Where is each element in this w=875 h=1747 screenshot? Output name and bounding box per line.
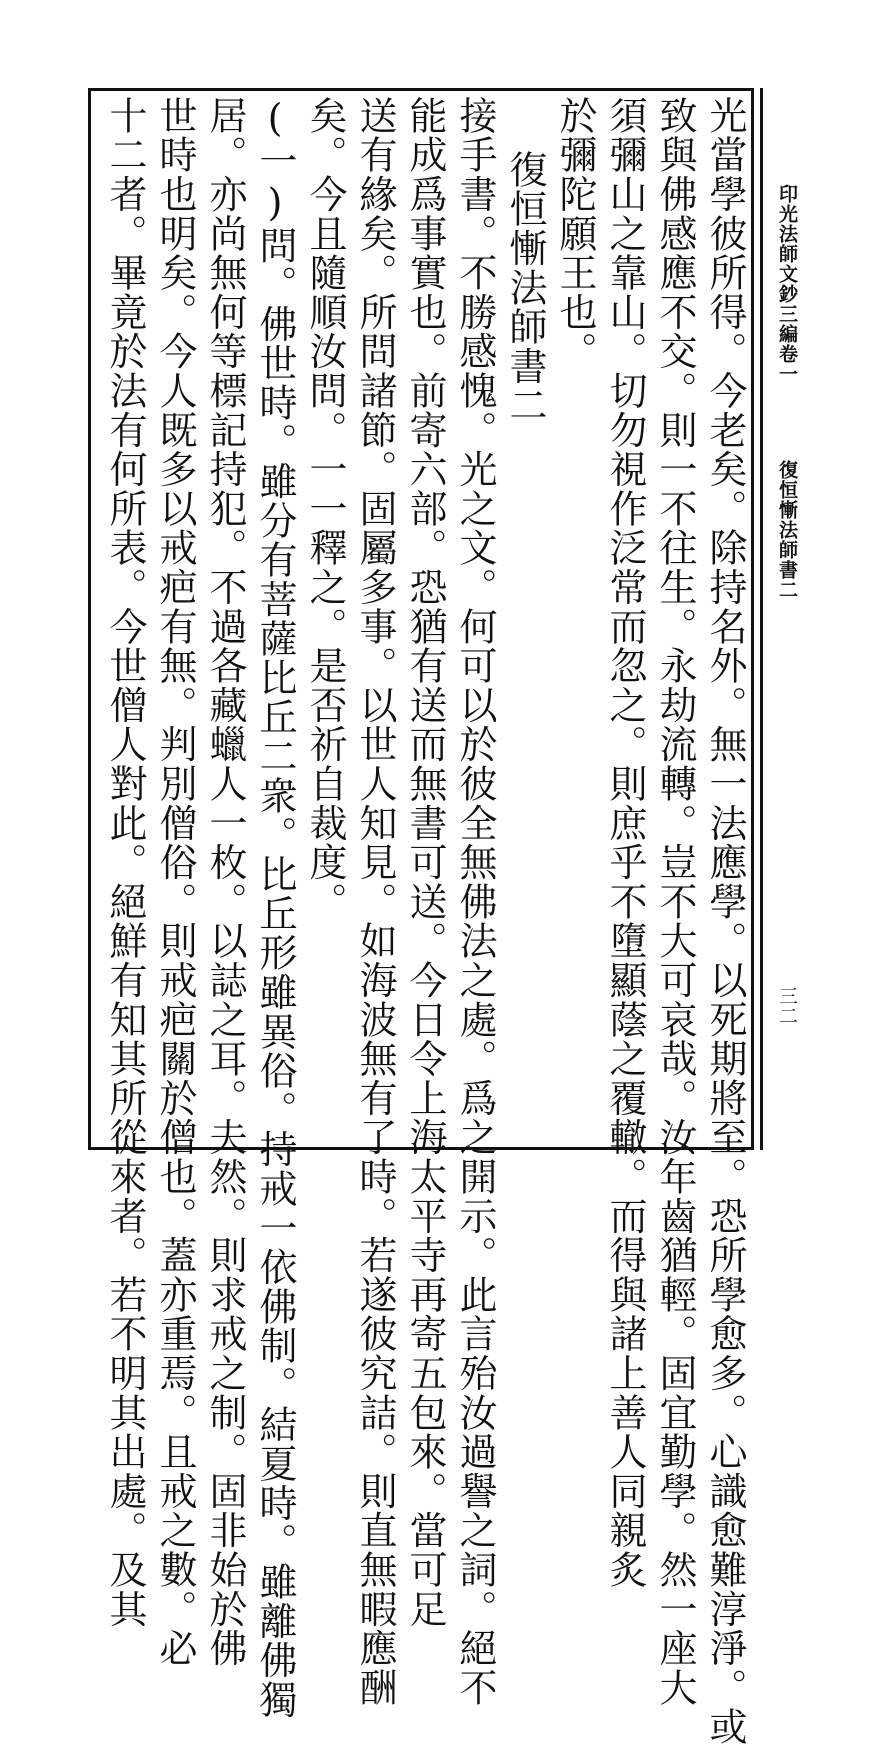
text-column-4: 於彌陀願王也。 bbox=[553, 96, 597, 372]
text-column-7: 能成爲事實也。前寄六部。恐猶有送而無書可送。今日令上海太平寺再寄五包來。當可足 bbox=[403, 96, 447, 1629]
text-column-2: 致與佛感應不交。則一不往生。永劫流轉。豈不大可哀哉。汝年齒猶輕。固宜勤學。然一座大 bbox=[653, 96, 697, 1708]
text-column-9: 矣。今且隨順汝問。一一釋之。是否祈自裁度。 bbox=[303, 96, 347, 922]
text-column-13: 十二者。畢竟於法有何所表。今世僧人對此。絕鮮有知其所從來者。若不明其出處。及其 bbox=[103, 96, 147, 1629]
margin-divider bbox=[760, 88, 763, 1150]
text-column-3: 須彌山之靠山。切勿視作泛常而忽之。則庶乎不墮顯蔭之覆轍。而得與諸上善人同親炙 bbox=[603, 96, 647, 1590]
text-column-1: 光當學彼所得。今老矣。除持名外。無一法應學。以死期將至。恐所學愈多。心識愈難淳淨。或 bbox=[703, 96, 747, 1747]
page-number: 三二 bbox=[776, 986, 798, 1026]
text-column-11: 居。亦尚無何等標記持犯。不過各藏蠟人一枚。以誌之耳。夫然。則求戒之制。固非始於佛 bbox=[203, 96, 247, 1668]
text-column-12: 世時也明矣。今人既多以戒疤有無。判別僧俗。則戒疤關於僧也。蓋亦重焉。且戒之數。必 bbox=[153, 96, 197, 1668]
section-title-header: 復恒慚法師書二 bbox=[776, 460, 798, 600]
book-title: 印光法師文鈔三編卷一 bbox=[776, 184, 798, 384]
text-column-6: 接手書。不勝感愧。光之文。何可以於彼全無佛法之處。爲之開示。此言殆汝過譽之詞。絕不 bbox=[453, 96, 497, 1708]
text-column-10: (一)問。佛世時。雖分有菩薩比丘二衆。比丘形雖異俗。持戒一依佛制。結夏時。雖離佛獨 bbox=[253, 96, 297, 1720]
letter-title: 復恒慚法師書二 bbox=[503, 150, 547, 426]
text-column-8: 送有緣矣。所問諸節。固屬多事。以世人知見。如海波無有了時。若遂彼究詰。則直無暇應酬 bbox=[353, 96, 397, 1708]
